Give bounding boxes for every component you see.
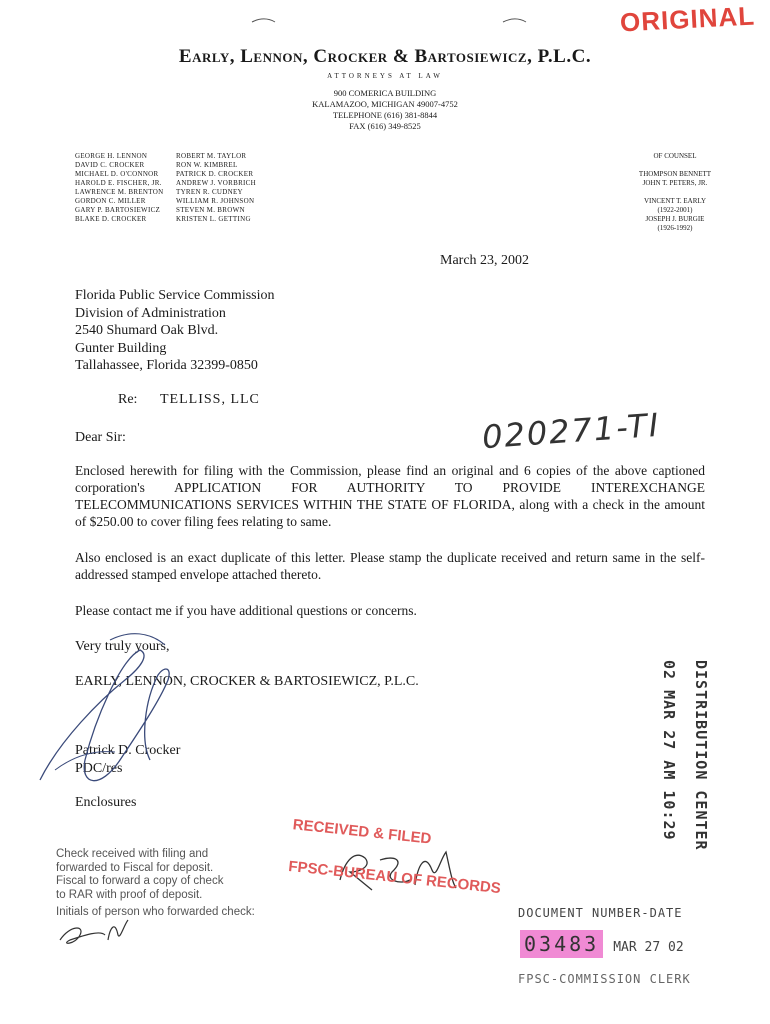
document-date: MAR 27 02 bbox=[613, 940, 684, 955]
partner-name: MICHAEL D. O'CONNOR bbox=[75, 170, 159, 178]
firm-name: Early, Lennon, Crocker & Bartosiewicz, P.L.C. bbox=[178, 46, 592, 67]
recipient-address bbox=[75, 287, 275, 375]
partner-name: KRISTEN L. GETTING bbox=[176, 215, 251, 223]
partner-name: DAVID C. CROCKER bbox=[75, 161, 145, 169]
received-filed-stamp bbox=[287, 814, 522, 902]
recipient-line: Division of Administration bbox=[75, 305, 226, 321]
partner-name: GEORGE H. LENNON bbox=[75, 152, 148, 160]
document-number-label: DOCUMENT NUMBER-DATE bbox=[518, 906, 683, 920]
firm-telephone: TELEPHONE (616) 381-8844 bbox=[332, 110, 438, 120]
of-counsel bbox=[600, 152, 750, 233]
check-note-line: Check received with filing and bbox=[56, 848, 209, 860]
handwritten-docket-number: 020271-TI bbox=[480, 405, 662, 457]
body-paragraph-1: Enclosed herewith for filing with the Commission, please find an original and 6 copies of the above captioned corporation's APPLICATION FOR AUTHORITY TO PROVIDE INTEREXCHANGE TELECOMMUNICATIONS SERVICES WITHIN THE STATE OF FLORIDA, along with a check in the amount of $250.00 to cover filing fees relating to same. bbox=[75, 463, 705, 529]
partner-name: HAROLD E. FISCHER, JR. bbox=[75, 179, 162, 187]
of-counsel-heading: OF COUNSEL bbox=[653, 152, 697, 160]
counsel-name: JOHN T. PETERS, JR. bbox=[642, 179, 708, 187]
check-note-line: to RAR with proof of deposit. bbox=[56, 888, 203, 901]
commission-clerk: FPSC-COMMISSION CLERK bbox=[518, 972, 691, 986]
counsel-years: (1926-1992) bbox=[657, 224, 693, 232]
closing: Very truly yours, bbox=[75, 639, 170, 654]
firm-address-1: 900 COMERICA BUILDING bbox=[333, 88, 437, 98]
partners-column-1 bbox=[75, 152, 163, 224]
letter-date: March 23, 2002 bbox=[440, 253, 530, 268]
partner-name: LAWRENCE M. BRENTON bbox=[75, 188, 164, 196]
counsel-name: THOMPSON BENNETT bbox=[638, 170, 712, 178]
partner-name: GORDON C. MILLER bbox=[75, 197, 146, 205]
bureau-of-records-text: FPSC-BUREAU OF RECORDS bbox=[287, 857, 502, 898]
document-number-stamp bbox=[520, 932, 684, 956]
check-received-note bbox=[56, 848, 296, 920]
partner-name: TYREN R. CUDNEY bbox=[176, 188, 243, 196]
partner-name: PATRICK D. CROCKER bbox=[176, 170, 254, 178]
signer-initials: PDC/res bbox=[75, 761, 123, 776]
distribution-label: DISTRIBUTION CENTER bbox=[692, 660, 710, 851]
closing-firm: EARLY, LENNON, CROCKER & BARTOSIEWICZ, P.L.C. bbox=[75, 674, 419, 689]
recipient-line: 2540 Shumard Oak Blvd. bbox=[75, 323, 219, 338]
document-number: 03483 bbox=[520, 930, 603, 958]
enclosures: Enclosures bbox=[75, 795, 137, 810]
partners-column-2 bbox=[176, 152, 256, 224]
firm-tagline: ATTORNEYS AT LAW bbox=[327, 72, 443, 80]
signer-name: Patrick D. Crocker bbox=[75, 743, 181, 758]
partner-name: STEVEN M. BROWN bbox=[176, 206, 245, 214]
partner-name: ANDREW J. VORBRICH bbox=[176, 179, 257, 187]
distribution-center-stamp bbox=[660, 660, 710, 910]
check-note-line: Fiscal to forward a copy of check bbox=[56, 875, 224, 887]
check-note-line: Initials of person who forwarded check: bbox=[56, 906, 255, 918]
firm-address-2: KALAMAZOO, MICHIGAN 49007-4752 bbox=[312, 99, 458, 109]
received-filed-text: RECEIVED & FILED bbox=[291, 816, 433, 848]
counsel-name: JOSEPH J. BURGIE bbox=[645, 215, 705, 223]
re-value: TELLISS, LLC bbox=[160, 392, 260, 407]
recipient-line: Florida Public Service Commission bbox=[75, 288, 275, 303]
original-stamp: ORIGINAL bbox=[619, 0, 756, 38]
recipient-line: Gunter Building bbox=[75, 340, 167, 356]
salutation: Dear Sir: bbox=[75, 430, 126, 445]
recipient-line: Tallahassee, Florida 32399-0850 bbox=[75, 358, 258, 373]
counsel-years: (1922-2001) bbox=[657, 206, 693, 214]
partner-name: BLAKE D. CROCKER bbox=[75, 215, 147, 223]
distribution-datetime: 02 MAR 27 AM 10:29 bbox=[660, 660, 678, 841]
partner-name: ROBERT M. TAYLOR bbox=[176, 152, 247, 160]
counsel-name: VINCENT T. EARLY bbox=[643, 197, 707, 205]
partner-name: GARY P. BARTOSIEWICZ bbox=[75, 206, 161, 214]
firm-fax: FAX (616) 349-8525 bbox=[349, 121, 421, 131]
partner-name: RON W. KIMBREL bbox=[176, 161, 238, 169]
body-paragraph-3: Please contact me if you have additional questions or concerns. bbox=[75, 603, 417, 618]
re-label: Re: bbox=[118, 392, 138, 407]
check-note-line: forwarded to Fiscal for deposit. bbox=[56, 861, 214, 874]
body-paragraph-2: Also enclosed is an exact duplicate of this letter. Please stamp the duplicate received and return same in the self-addressed stamped envelope attached thereto. bbox=[75, 550, 705, 582]
partner-name: WILLIAM R. JOHNSON bbox=[176, 197, 255, 205]
